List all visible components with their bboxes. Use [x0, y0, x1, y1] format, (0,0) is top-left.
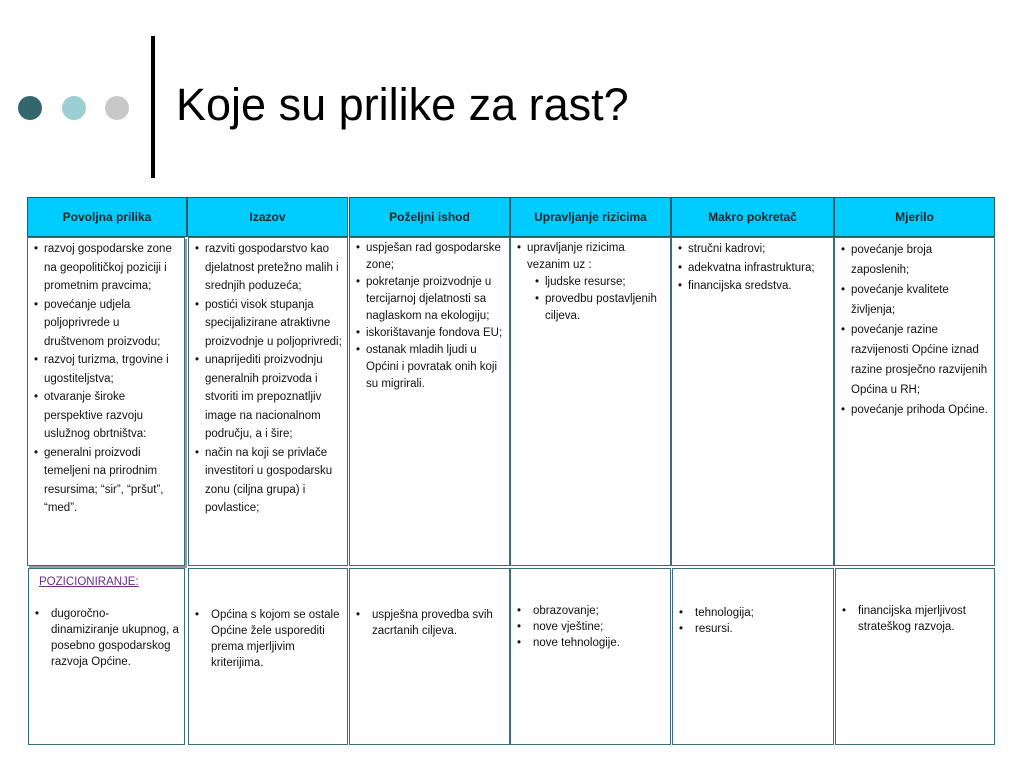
lower-cell-mjerilo	[835, 568, 995, 745]
list-item: • upravljanje rizicima vezanim uz :	[517, 240, 666, 274]
list-item: • tehnologija;	[679, 605, 829, 621]
list-item: • nove vještine;	[517, 619, 666, 635]
lower-cell-pozicioniranje	[28, 568, 185, 745]
list-item: • uspješna provedba svih zacrtanih ciljeva.	[356, 607, 505, 639]
decor-dot-light-teal	[62, 96, 86, 120]
list-item: • razviti gospodarstvo kao djelatnost pretežno malih i srednjih poduzeća;	[195, 240, 343, 296]
upper-cell-upravljanje-rizicima	[510, 237, 671, 566]
list-item: • generalni proizvodi temeljeni na prirodnim resursima; “sir”, “pršut”, “med”.	[34, 444, 180, 518]
list-item: • dugoročno- dinamiziranje ukupnog, a posebno gospodarskog razvoja Općine.	[35, 606, 180, 670]
list-item: • pokretanje proizvodnje u tercijarnoj djelatnosti sa naglaskom na ekologiju;	[356, 274, 505, 325]
upper-cell-makro-pokretac	[671, 237, 834, 566]
lower-cell-makro-pokretac	[672, 568, 834, 745]
list-item: • povećanje broja zaposlenih;	[841, 240, 990, 280]
upper-cell-pozeljni-ishod	[349, 237, 510, 566]
header-makro-pokretac: Makro pokretač	[671, 197, 834, 237]
list-item: • financijska sredstva.	[678, 277, 829, 296]
sub-list-item: • ljudske resurse;	[535, 274, 666, 291]
list-item: • način na koji se privlače investitori u gospodarsku zonu (ciljna grupa) i povlastice;	[195, 444, 343, 518]
list-item: • stručni kadrovi;	[678, 240, 829, 259]
lower-cell-izazov	[188, 568, 348, 745]
list-item: • ostanak mladih ljudi u Općini i povratak onih koji su migrirali.	[356, 342, 505, 393]
header-povoljna-prilika: Povoljna prilika	[27, 197, 187, 237]
list-item: • postići visok stupanja specijalizirane atraktivne proizvodnje u poljoprivredi;	[195, 296, 343, 352]
lower-cell-upravljanje-rizicima	[510, 568, 671, 745]
sub-list-item: • provedbu postavljenih ciljeva.	[535, 291, 666, 325]
list-item: • uspješan rad gospodarske zone;	[356, 240, 505, 274]
list-item: • unaprijediti proizvodnju generalnih proizvoda i stvoriti im prepoznatljiv image na nacionalnom području, a i šire;	[195, 351, 343, 444]
header-izazov: Izazov	[187, 197, 348, 237]
header-upravljanje-rizicima: Upravljanje rizicima	[510, 197, 671, 237]
list-item: • razvoj gospodarske zone na geopolitičkoj poziciji i prometnim pravcima;	[34, 240, 180, 296]
list-item: • povećanje kvalitete življenja;	[841, 280, 990, 320]
list-item: • povećanje prihoda Općine.	[841, 400, 990, 420]
upper-cell-povoljna-prilika	[27, 237, 185, 566]
decor-dot-gray	[105, 96, 129, 120]
list-item: • razvoj turizma, trgovine i ugostiteljstva;	[34, 351, 180, 388]
list-item: • adekvatna infrastruktura;	[678, 259, 829, 278]
title-divider	[151, 36, 155, 178]
list-item: • otvaranje široke perspektive razvoju uslužnog obrtništva:	[34, 388, 180, 444]
list-item: • Općina s kojom se ostale Općine žele usporediti prema mjerljivim kriterijima.	[195, 607, 343, 671]
pozicioniranje-label: POZICIONIRANJE:	[39, 576, 139, 588]
header-mjerilo: Mjerilo	[834, 197, 995, 237]
list-item: • obrazovanje;	[517, 603, 666, 619]
list-item: • resursi.	[679, 621, 829, 637]
list-item: • iskorištavanje fondova EU;	[356, 325, 505, 342]
lower-cell-pozeljni-ishod	[349, 568, 510, 745]
list-item: • povećanje razine razvijenosti Općine iznad razine prosječno razvijenih Općina u RH;	[841, 320, 990, 400]
list-item: • nove tehnologije.	[517, 635, 666, 651]
decor-dot-dark	[18, 96, 42, 120]
header-pozeljni-ishod: Poželjni ishod	[349, 197, 510, 237]
upper-cell-mjerilo	[834, 237, 995, 566]
upper-cell-izazov	[188, 237, 348, 566]
list-item: • financijska mjerljivost strateškog razvoja.	[842, 603, 990, 635]
slide-title: Koje su prilike za rast?	[176, 79, 629, 130]
list-item: • povećanje udjela poljoprivrede u društvenom proizvodu;	[34, 296, 180, 352]
